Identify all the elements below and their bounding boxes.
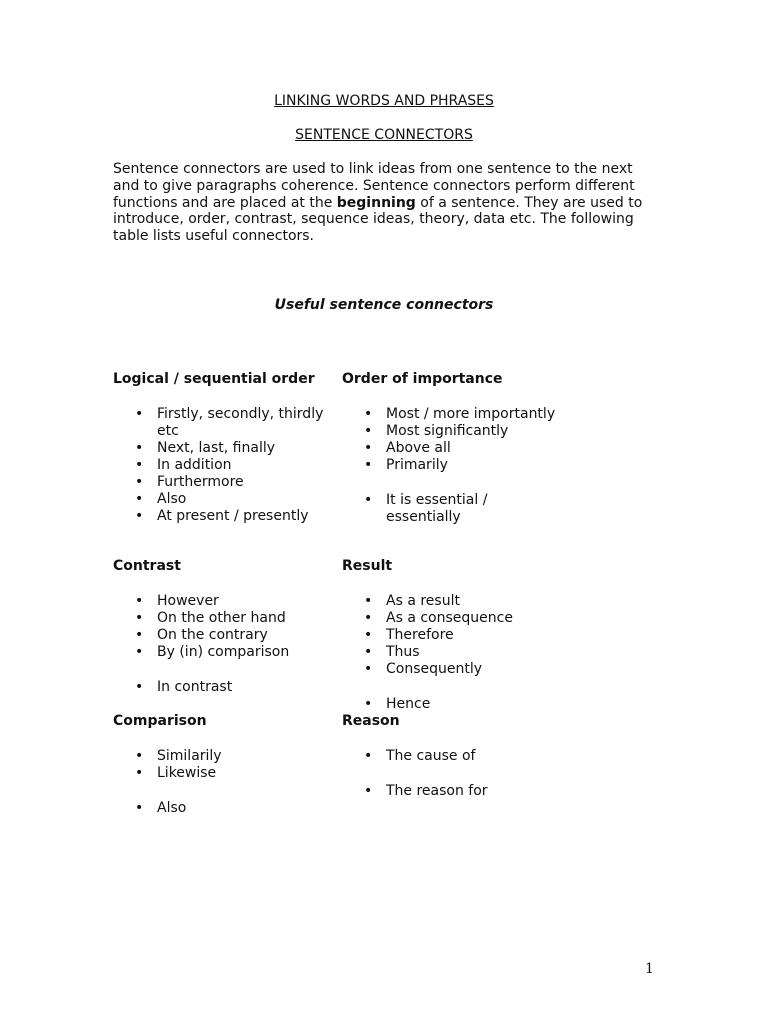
connector-list [113, 748, 338, 817]
list-item: • Likewise [113, 765, 327, 782]
section-heading: Result [342, 558, 393, 574]
list-item: • However [113, 593, 327, 610]
connector-list [342, 748, 567, 800]
list-item: • Also [113, 491, 327, 508]
intro-text-before: Sentence connectors are used to link ideas from one sentence to the next and to give paragraphs coherence. Sentence connectors perform different functions and are placed at the [113, 161, 635, 211]
list-item: • Most significantly [342, 423, 556, 440]
list-item: • Thus [342, 644, 556, 661]
intro-text-after: of a sentence. They are used to introduce, order, contrast, sequence ideas, theory, data etc. The following table lists useful connectors. [113, 194, 643, 245]
section-result [342, 558, 567, 713]
section-heading: Reason [342, 713, 400, 729]
list-item: • On the other hand [113, 610, 327, 627]
section-heading: Order of importance [342, 371, 503, 387]
table-caption: Useful sentence connectors [274, 297, 494, 313]
section-order-of-importance [342, 371, 567, 526]
page-number: 1 [645, 961, 654, 977]
section-heading: Comparison [113, 713, 207, 729]
connector-list [113, 593, 338, 696]
list-item: • By (in) comparison [113, 644, 327, 661]
list-item: • It is essential / essentially [342, 492, 556, 526]
list-item: • Consequently [342, 661, 556, 678]
section-logical-order [113, 371, 338, 525]
list-item: • Also [113, 800, 327, 817]
list-item: • As a consequence [342, 610, 556, 627]
connector-list [113, 406, 338, 525]
list-item: • At present / presently [113, 508, 327, 525]
list-item: • The cause of [342, 748, 556, 765]
list-item: • Primarily [342, 457, 556, 474]
list-item: • In addition [113, 457, 327, 474]
list-item: • Above all [342, 440, 556, 457]
list-item: • Similarily [113, 748, 327, 765]
list-item: • In contrast [113, 679, 327, 696]
section-reason [342, 713, 567, 800]
section-heading: Logical / sequential order [113, 371, 315, 387]
connector-list [342, 593, 567, 713]
section-heading: Contrast [113, 558, 181, 574]
document-title: LINKING WORDS AND PHRASES [274, 93, 494, 109]
document-subtitle: SENTENCE CONNECTORS [295, 127, 473, 143]
list-item: • Next, last, finally [113, 440, 327, 457]
intro-paragraph [113, 161, 653, 245]
list-item: • Furthermore [113, 474, 327, 491]
list-item: • Hence [342, 696, 556, 713]
section-comparison [113, 713, 338, 817]
list-item: • Firstly, secondly, thirdly etc [113, 406, 327, 440]
connector-list [342, 406, 567, 526]
list-item: • The reason for [342, 783, 556, 800]
list-item: • Most / more importantly [342, 406, 556, 423]
list-item: • Therefore [342, 627, 556, 644]
section-contrast [113, 558, 338, 696]
list-item: • As a result [342, 593, 556, 610]
list-item: • On the contrary [113, 627, 327, 644]
intro-emphasis: beginning [336, 194, 416, 211]
